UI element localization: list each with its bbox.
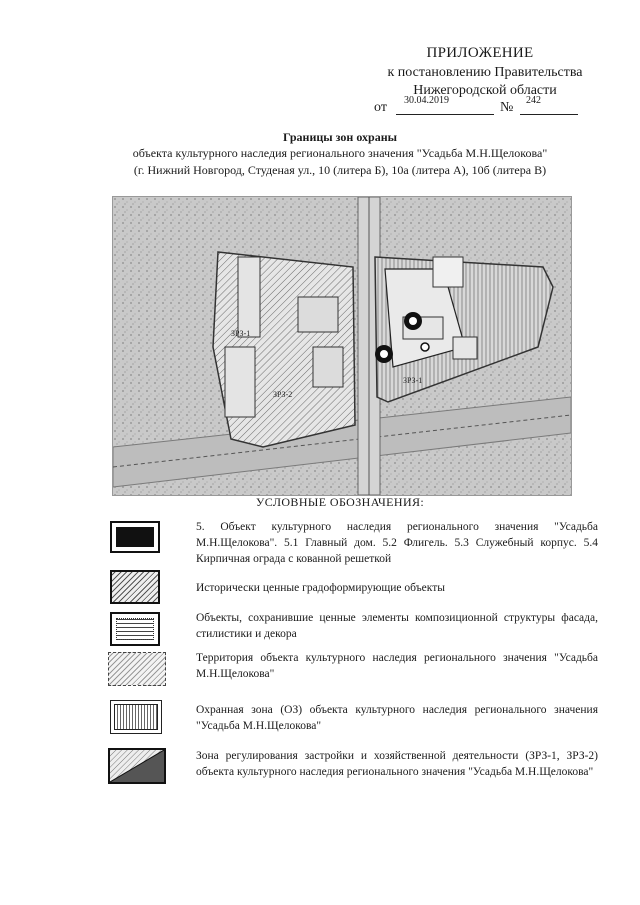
legend-text-historic-objects: Исторически ценные градоформирующие объекты xyxy=(196,582,445,594)
legend-title: УСЛОВНЫЕ ОБОЗНАЧЕНИЯ: xyxy=(255,495,425,509)
document-subtitle-1: объекта культурного наследия регионального значения "Усадьба М.Н.Щелокова" xyxy=(132,146,548,160)
document-title: Границы зон охраны xyxy=(283,130,397,144)
legend-text-protected-zone: Охранная зона (ОЗ) объекта культурного наследия регионального значения "Усадьба М.Н.Щелокова" xyxy=(196,704,598,732)
legend-text-facade-objects: Объекты, сохранившие ценные элементы композиционной структуры фасада, стилистики и декора xyxy=(196,612,598,640)
legend-symbol-protected-zone xyxy=(110,700,162,734)
legend-text-regulation-zone: Зона регулирования застройки и хозяйственной деятельности (ЗРЗ-1, ЗРЗ-2) объекта культурного наследия регионального значения "Усадьба М.Н.Щелокова" xyxy=(196,750,598,778)
legend-symbol-historic-objects xyxy=(110,570,160,604)
number-underline xyxy=(520,114,578,115)
date-value: 30.04.2019 xyxy=(404,95,449,106)
date-label: от xyxy=(374,100,387,115)
legend-symbol-facade-objects xyxy=(110,612,160,646)
legend-symbol-heritage-object xyxy=(110,521,160,553)
date-number-row xyxy=(374,95,584,120)
legend-symbol-regulation-zone xyxy=(108,748,166,784)
map-label-zrz2: ЗРЗ-2 xyxy=(273,390,293,399)
document-subtitle-2: (г. Нижний Новгород, Студеная ул., 10 (литера Б), 10а (литера А), 10б (литера В) xyxy=(133,163,547,177)
legend-text-heritage-territory: Территория объекта культурного наследия регионального значения "Усадьба М.Н.Щелокова" xyxy=(196,652,598,680)
zone-map xyxy=(112,196,572,496)
appendix-line-1: к постановлению Правительства xyxy=(387,65,583,80)
map-label-zrz1-left: ЗРЗ-1 xyxy=(231,329,251,338)
number-value: 242 xyxy=(526,95,541,106)
map-label-zrz1-right: ЗРЗ-1 xyxy=(403,376,423,385)
date-underline xyxy=(396,114,494,115)
legend-symbol-heritage-territory xyxy=(108,652,166,686)
appendix-title: ПРИЛОЖЕНИЕ xyxy=(426,45,534,61)
appendix-line-2: Нижегородской области xyxy=(413,83,557,98)
legend-text-heritage-object: 5. Объект культурного наследия регионального значения "Усадьба М.Н.Щелокова". 5.1 Главный дом. 5.2 Флигель. 5.3 Служебный корпус. 5.4 Кирпичная ограда с кованной решеткой xyxy=(196,521,598,565)
number-label: № xyxy=(500,100,514,115)
